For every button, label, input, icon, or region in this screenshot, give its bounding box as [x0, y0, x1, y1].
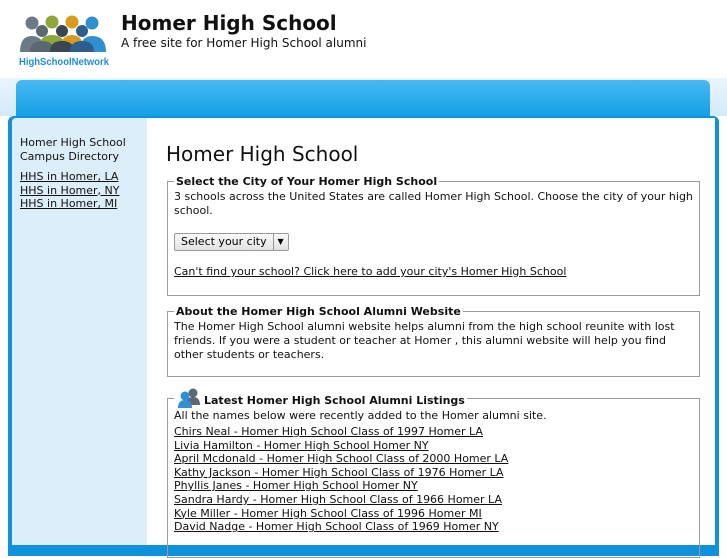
add-school-link[interactable]: Can't find your school? Click here to add your city's Homer High School [174, 265, 567, 278]
alumni-listing-link[interactable]: Sandra Hardy - Homer High School Class of 1966 Homer LA [174, 492, 502, 506]
listings-box [167, 388, 700, 558]
city-select-text: 3 schools across the United States are called Homer High School. Choose the city of your high school. [174, 190, 693, 217]
alumni-listing-link[interactable]: David Nadge - Homer High School Class of 1969 Homer NY [174, 520, 499, 534]
sidebar-link-homer-mi[interactable]: HHS in Homer, MI [20, 197, 118, 210]
city-select-label: Select your city [181, 235, 267, 248]
listings-legend [174, 388, 467, 408]
city-select-row [174, 230, 693, 251]
about-legend: About the Homer High School Alumni Website [176, 305, 461, 318]
site-header [0, 0, 727, 78]
city-select-box [167, 175, 700, 296]
list-item [174, 425, 693, 439]
users-icon [176, 388, 202, 408]
site-title[interactable]: Homer High School [121, 11, 337, 35]
list-item [174, 439, 693, 453]
site-tagline: A free site for Homer High School alumni [121, 36, 367, 50]
list-item [174, 452, 693, 466]
about-text: The Homer High School alumni website helps alumni from the high school reunite with lost friends. If you were a student or teacher at Homer , this alumni website will help you find other students or teachers. [174, 320, 675, 361]
listings-legend-text: Latest Homer High School Alumni Listings [204, 394, 465, 407]
list-item [174, 466, 693, 480]
svg-text:HighSchoolNetwork: HighSchoolNetwork [19, 57, 110, 68]
alumni-listings [174, 425, 693, 534]
list-item [20, 170, 120, 184]
alumni-listing-link[interactable]: Chirs Neal - Homer High School Class of 1997 Homer LA [174, 425, 483, 438]
add-school-row [174, 260, 693, 279]
sidebar-link-homer-ny[interactable]: HHS in Homer, NY [20, 183, 120, 197]
alumni-listing-link[interactable]: Kathy Jackson - Homer High School Class of 1976 Homer LA [174, 465, 504, 479]
page-title: Homer High School [166, 142, 359, 166]
chevron-down-icon: ▼ [273, 234, 288, 250]
sidebar-link-homer-la[interactable]: HHS in Homer, LA [20, 170, 119, 183]
campus-directory-list [20, 170, 120, 211]
alumni-listing-link[interactable]: Phyllis Janes - Homer High School Homer NY [174, 479, 418, 493]
city-select-legend: Select the City of Your Homer High School [176, 175, 438, 188]
list-item [174, 493, 693, 507]
highschoolnetwork-logo[interactable] [18, 14, 110, 70]
listings-intro: All the names below were recently added to the Homer alumni site. [174, 409, 547, 422]
alumni-listing-link[interactable]: Livia Hamilton - Homer High School Homer NY [174, 438, 429, 452]
about-box [167, 305, 700, 377]
alumni-listing-link[interactable]: Kyle Miller - Homer High School Class of 1996 Homer MI [174, 506, 482, 520]
list-item [174, 479, 693, 493]
list-item [20, 197, 120, 211]
list-item [174, 507, 693, 521]
list-item [174, 520, 693, 534]
campus-directory-title: Homer High School Campus Directory [20, 136, 126, 163]
city-select-dropdown[interactable] [174, 233, 289, 251]
list-item [20, 184, 120, 198]
navigation-bar [16, 80, 710, 116]
alumni-listing-link[interactable]: April Mcdonald - Homer High School Class of 2000 Homer LA [174, 452, 509, 466]
